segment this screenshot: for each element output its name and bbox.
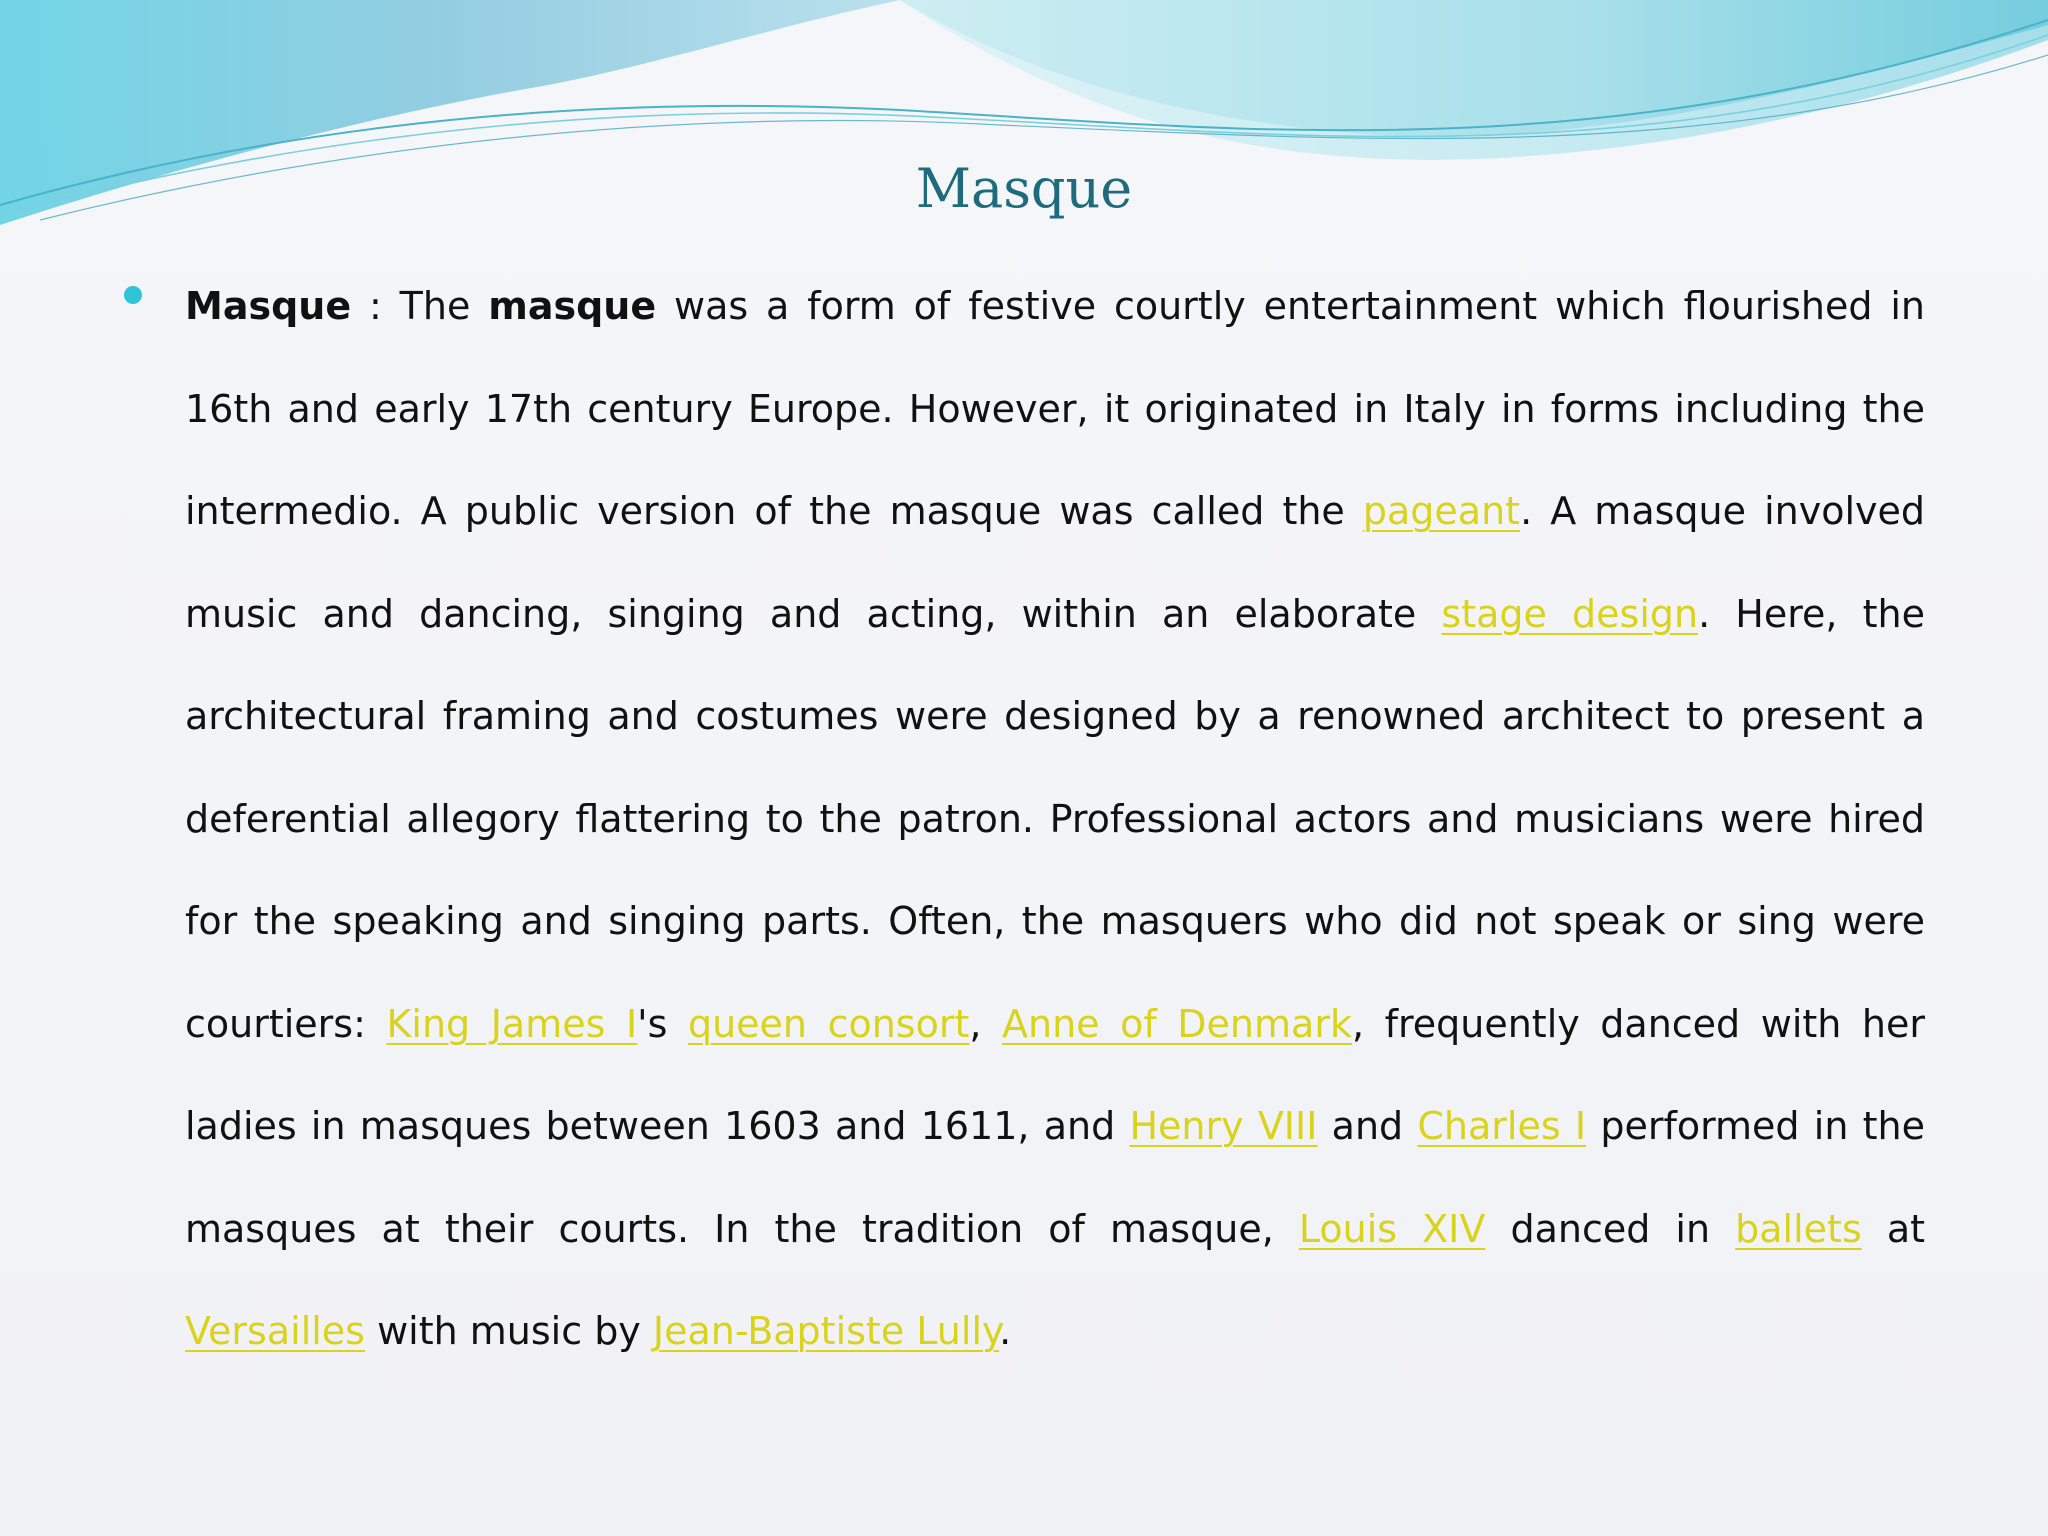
text-segment: . Here, the architectural framing and costumes were designed by a renowned architect to present a deferential allegory flattering to the patron. Professional actors and musicians were hired for the speaking and singing parts. Often, the masquers who did not speak or sing were courtiers: <box>185 591 1925 1046</box>
text-segment: 's <box>637 1001 688 1046</box>
link-queen-consort[interactable]: queen consort <box>687 1001 970 1046</box>
text-segment: . <box>999 1309 1012 1353</box>
text-segment: with music by <box>364 1309 653 1353</box>
text-segment: : The <box>351 284 489 328</box>
link-charles-i[interactable]: Charles I <box>1417 1104 1587 1148</box>
text-segment: was a form of festive courtly entertainment which flourished in 16th and early 17th century Europe. However, it originated in Italy in forms including the intermedio. A public version of the masque was called the <box>185 284 1925 533</box>
bullet-dot <box>124 286 142 304</box>
text-segment: , <box>969 1001 1003 1046</box>
slide-title: Masque <box>915 157 1133 220</box>
text-segment: , frequently danced with her ladies in masques between 1603 and 1611, and <box>185 1001 1925 1148</box>
link-henry-viii[interactable]: Henry VIII <box>1129 1104 1318 1148</box>
link-anne-of-denmark[interactable]: Anne of Denmark <box>1002 1001 1352 1046</box>
body-paragraph <box>185 255 1925 1383</box>
link-ballets[interactable]: ballets <box>1735 1206 1862 1251</box>
link-king-james-i[interactable]: King James I <box>386 1001 638 1046</box>
link-pageant[interactable]: pageant <box>1362 489 1521 533</box>
text-segment: performed in the masques at their courts. In the tradition of masque, <box>185 1104 1926 1251</box>
term-masque: Masque <box>185 284 352 328</box>
text-segment: danced in <box>1485 1206 1736 1251</box>
link-louis-xiv[interactable]: Louis XIV <box>1298 1206 1486 1251</box>
text-segment: . A masque involved music and dancing, singing and acting, within an elaborate <box>185 489 1925 636</box>
link-stage-design[interactable]: stage design <box>1441 591 1699 636</box>
text-segment: and <box>1317 1104 1418 1148</box>
link-versailles[interactable]: Versailles <box>185 1309 365 1353</box>
link-jean-baptiste-lully[interactable]: Jean-Baptiste Lully <box>652 1309 1000 1353</box>
term-masque-inline: masque <box>488 284 657 328</box>
text-segment: at <box>1861 1206 1926 1251</box>
